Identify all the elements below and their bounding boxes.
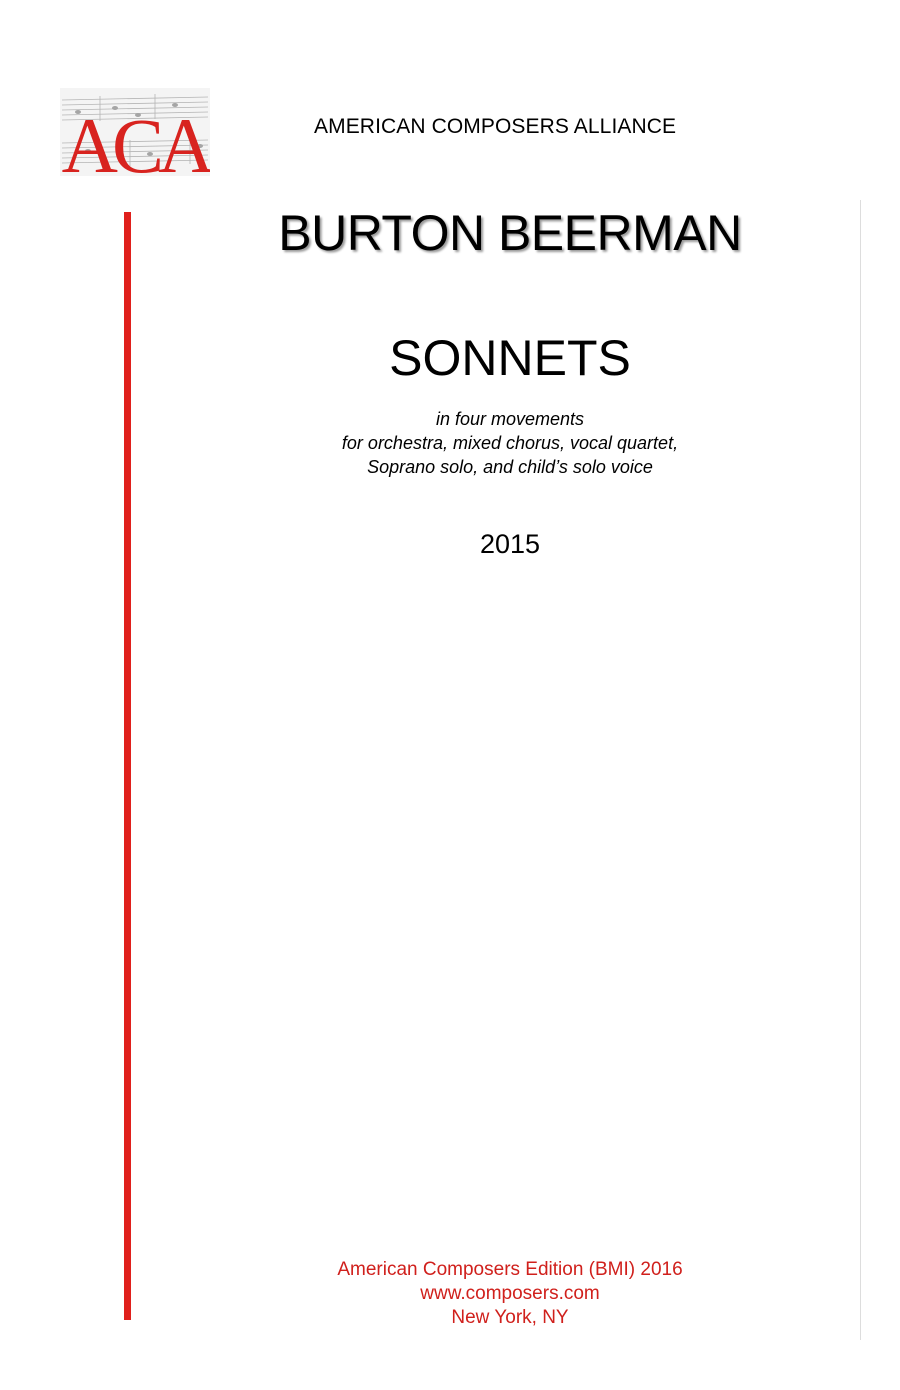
right-margin-rule bbox=[860, 200, 861, 1340]
publisher-name: AMERICAN COMPOSERS ALLIANCE bbox=[314, 115, 677, 138]
red-vertical-rule bbox=[124, 212, 131, 1320]
subtitle-line: for orchestra, mixed chorus, vocal quartet, bbox=[341, 433, 679, 453]
work-subtitle bbox=[160, 407, 860, 479]
aca-logo bbox=[60, 88, 210, 176]
subtitle-line: in four movements bbox=[435, 409, 585, 429]
website-line: www.composers.com bbox=[420, 1283, 600, 1304]
composer-name: BURTON BEERMAN bbox=[278, 205, 742, 261]
aca-logo-graphic bbox=[60, 88, 210, 176]
publisher-footer bbox=[160, 1258, 860, 1330]
work-title: SONNETS bbox=[389, 330, 631, 386]
composition-year: 2015 bbox=[479, 529, 541, 559]
edition-line: American Composers Edition (BMI) 2016 bbox=[337, 1259, 683, 1280]
svg-text:ACA: ACA bbox=[61, 102, 209, 176]
subtitle-line: Soprano solo, and child’s solo voice bbox=[367, 457, 653, 477]
location-line: New York, NY bbox=[451, 1307, 569, 1328]
